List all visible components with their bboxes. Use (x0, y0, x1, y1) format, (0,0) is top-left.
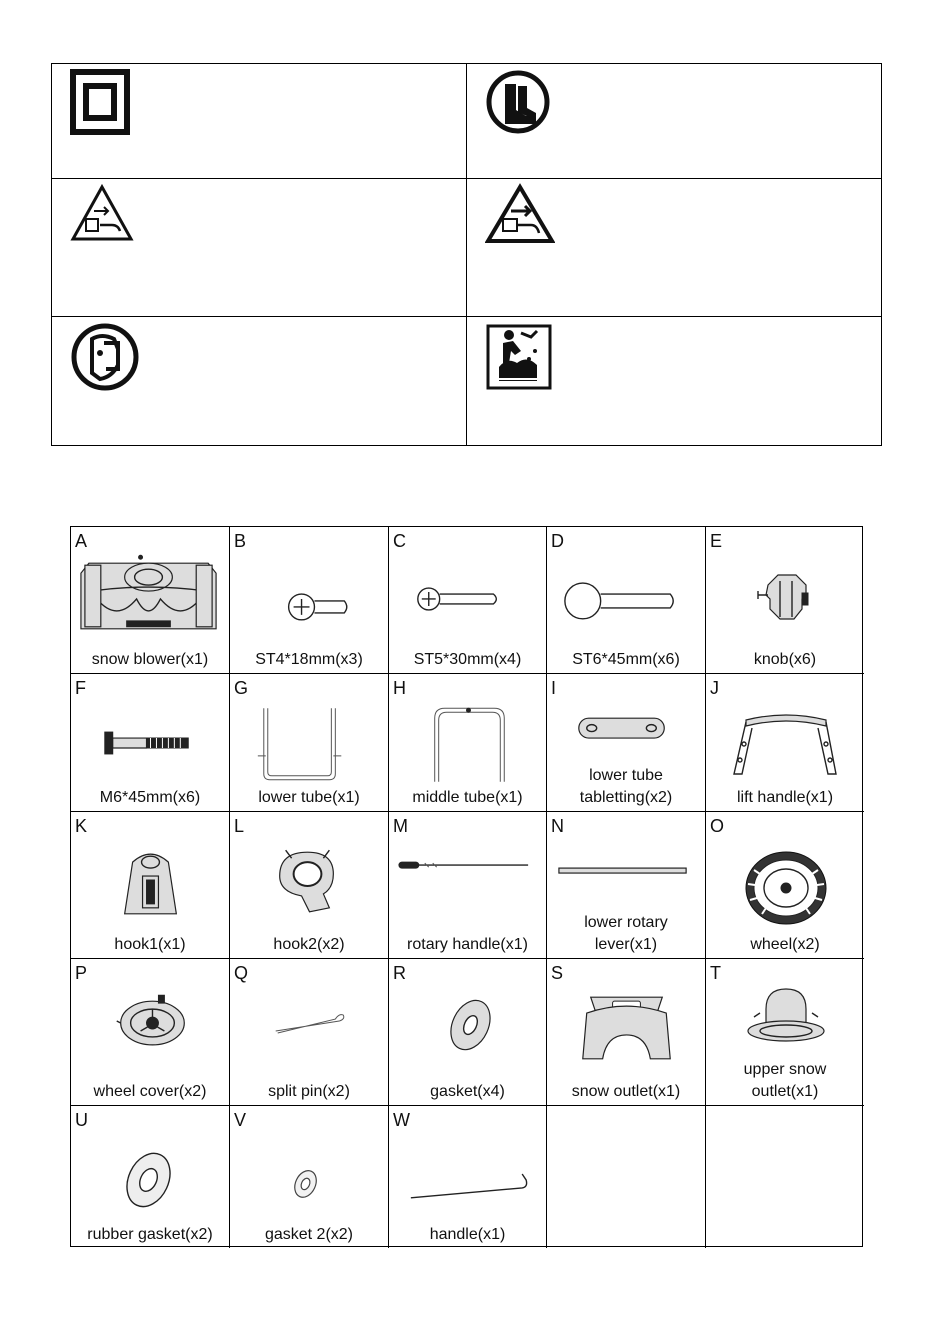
part-label: rotary handle(x1) (407, 936, 528, 953)
part-label: ST5*30mm(x4) (413, 651, 522, 668)
part-letter: L (234, 816, 245, 836)
lift-handle-icon (706, 698, 864, 790)
part-letter: B (234, 531, 247, 551)
part-label: gasket 2(x2) (264, 1226, 354, 1243)
gasket-icon (389, 983, 546, 1075)
safety-symbols-table (51, 63, 882, 446)
part-cell (230, 1106, 389, 1248)
part-cell (71, 959, 230, 1106)
part-letter: H (393, 678, 406, 698)
part-label: knob(x6) (753, 651, 817, 668)
part-label: snow outlet(x1) (571, 1083, 681, 1100)
symbol-cell-double-insulation (52, 64, 467, 179)
snow-blower-icon (71, 551, 229, 643)
symbol-cell-safety-boots (467, 64, 881, 179)
part-letter: U (75, 1110, 88, 1130)
part-letter: K (75, 816, 88, 836)
part-letter: O (710, 816, 725, 836)
part-cell (547, 959, 706, 1106)
wheel-icon (706, 836, 864, 928)
part-letter: Q (234, 963, 249, 983)
part-letter: R (393, 963, 406, 983)
symbol-cell-thrown-objects (467, 317, 881, 445)
part-cell (389, 1106, 547, 1248)
part-letter: T (710, 963, 721, 983)
hook1-icon (71, 836, 229, 928)
part-label: handle(x1) (429, 1226, 506, 1243)
empty-part-cell (706, 1106, 864, 1248)
part-letter: M (393, 816, 408, 836)
part-label: lower tube tabletting(x2) (579, 767, 673, 806)
part-letter: D (551, 531, 564, 551)
part-letter: A (75, 531, 88, 551)
part-letter: G (234, 678, 249, 698)
part-letter: E (710, 531, 723, 551)
part-cell (71, 812, 230, 959)
symbol-cell-unplug-cable-warning (467, 179, 881, 317)
part-letter: I (551, 678, 557, 698)
part-label: upper snow outlet(x1) (743, 1061, 827, 1100)
part-label: ST4*18mm(x3) (255, 651, 363, 668)
part-label: lower rotary lever(x1) (584, 914, 668, 953)
handle-rod-icon (389, 1130, 546, 1222)
part-label: M6*45mm(x6) (99, 789, 201, 806)
unplug-warning-icon (70, 183, 134, 248)
wheel-cover-icon (71, 983, 229, 1075)
part-cell (71, 674, 230, 812)
part-label: ST6*45mm(x6) (572, 651, 680, 668)
part-cell (706, 527, 864, 674)
part-cell (230, 959, 389, 1106)
part-letter: J (710, 678, 719, 698)
screw-icon (389, 551, 546, 643)
empty-part-cell (547, 1106, 706, 1248)
part-cell (389, 527, 547, 674)
symbol-cell-unplug-warning (52, 179, 467, 317)
part-cell (389, 959, 547, 1106)
part-label: wheel cover(x2) (93, 1083, 207, 1100)
part-cell (706, 812, 864, 959)
lower-tube-icon (230, 698, 388, 790)
safety-boots-icon (485, 68, 553, 141)
part-letter: C (393, 531, 406, 551)
part-letter: F (75, 678, 86, 698)
rubber-gasket-icon (71, 1130, 229, 1222)
part-cell (230, 527, 389, 674)
knob-icon (706, 551, 864, 643)
part-label: snow blower(x1) (91, 651, 209, 668)
part-cell (71, 527, 230, 674)
middle-tube-icon (389, 698, 546, 790)
eye-protection-icon (70, 321, 140, 396)
hook2-icon (230, 836, 388, 928)
part-label: middle tube(x1) (412, 789, 523, 806)
part-cell (389, 674, 547, 812)
rotary-handle-icon (389, 836, 546, 928)
part-cell (706, 959, 864, 1106)
symbol-cell-eye-protection (52, 317, 467, 445)
part-label: hook2(x2) (273, 936, 345, 953)
snow-outlet-icon (547, 983, 705, 1075)
small-gasket-icon (230, 1130, 388, 1222)
part-letter: P (75, 963, 88, 983)
part-label: rubber gasket(x2) (87, 1226, 213, 1243)
threaded-bolt-icon (71, 698, 229, 790)
part-letter: N (551, 816, 564, 836)
part-cell (71, 1106, 230, 1248)
part-letter: S (551, 963, 564, 983)
thrown-objects-icon (485, 321, 555, 396)
bolt-icon (547, 551, 705, 643)
part-cell (547, 527, 706, 674)
part-label: split pin(x2) (268, 1083, 350, 1100)
part-cell (547, 674, 706, 812)
part-cell (389, 812, 547, 959)
part-cell (230, 674, 389, 812)
parts-list-table (70, 526, 863, 1247)
part-letter: W (393, 1110, 410, 1130)
part-label: wheel(x2) (750, 936, 820, 953)
part-label: hook1(x1) (114, 936, 186, 953)
part-label: lift handle(x1) (736, 789, 834, 806)
part-cell (230, 812, 389, 959)
part-label: gasket(x4) (430, 1083, 505, 1100)
split-pin-icon (230, 983, 388, 1075)
unplug-cable-warning-icon (485, 183, 555, 250)
part-cell (706, 674, 864, 812)
part-cell (547, 812, 706, 959)
part-letter: V (234, 1110, 247, 1130)
part-label: lower tube(x1) (258, 789, 360, 806)
double-insulation-icon (70, 68, 132, 141)
screw-icon (230, 551, 388, 643)
